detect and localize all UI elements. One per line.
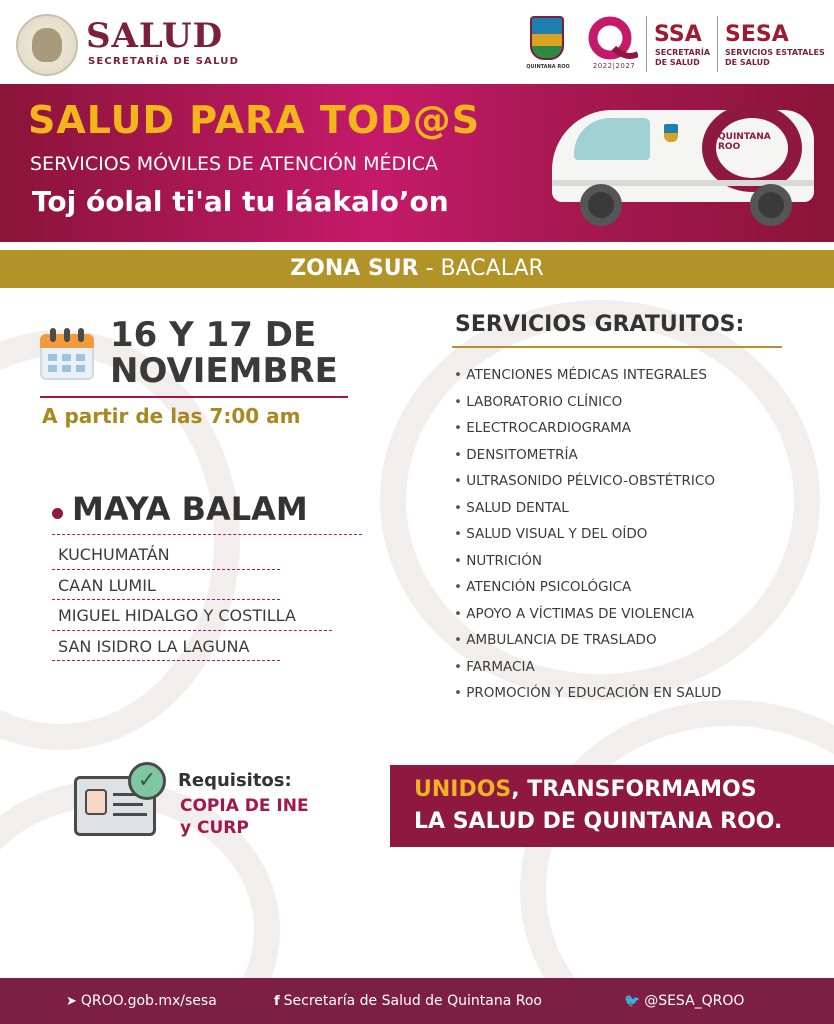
footer-website-text: QROO.gob.mx/sesa [80,993,217,1009]
facebook-icon: f [274,994,280,1009]
qroo-shield-label: QUINTANA ROO [526,64,570,70]
calendar-grid [40,348,94,380]
zone-bar [0,250,834,288]
requirement-item: y CURP [180,818,249,838]
service-item: • ATENCIÓN PSICOLÓGICA [454,574,814,601]
slogan-line2: LA SALUD DE QUINTANA ROO. [414,809,783,834]
service-item: • LABORATORIO CLÍNICO [454,389,814,416]
services-divider [452,346,782,348]
header-divider [717,16,718,72]
q-logo-icon [586,14,638,64]
location-main: MAYA BALAM [72,490,308,528]
sesa-subtitle-line: SERVICIOS ESTATALES [725,48,825,57]
van-wheel [750,184,792,226]
location-divider [52,534,362,535]
id-photo [85,789,107,815]
calendar-icon [40,328,94,380]
quintana-roo-shield-logo [530,16,564,60]
mexico-seal-logo [16,14,78,76]
hero-maya-phrase: Toj óolal ti'al tu láakalo’on [32,185,449,218]
services-list [454,362,814,707]
slogan-highlight: UNIDOS [414,777,512,802]
service-item: • ELECTROCARDIOGRAMA [454,415,814,442]
sesa-title: SESA [725,22,789,47]
van-logo-line: ROO [718,142,741,152]
community-item: SAN ISIDRO LA LAGUNA [58,633,368,664]
calendar-ring [50,328,56,342]
calendar-ring [64,328,70,342]
sesa-subtitle [725,48,825,68]
service-item: • DENSITOMETRÍA [454,442,814,469]
van-shield-icon [664,124,678,142]
zone-text [0,250,834,288]
event-date-line1: 16 Y 17 DE [110,315,317,355]
slogan-line1-rest: , TRANSFORMAMOS [511,777,757,802]
calendar-ring [78,328,84,342]
background-ornament [520,700,834,1024]
community-list [58,541,368,663]
service-item: • NUTRICIÓN [454,548,814,575]
ssa-subtitle [655,48,710,68]
zone-separator: - [418,256,441,281]
requirements-label: Requisitos: [178,770,292,791]
header-divider [646,16,647,72]
sesa-subtitle-line: DE SALUD [725,58,770,67]
service-item: • FARMACIA [454,654,814,681]
ssa-subtitle-line: DE SALUD [655,58,700,67]
id-line [113,803,143,806]
services-title: SERVICIOS GRATUITOS: [455,312,745,337]
checkmark-icon: ✓ [128,762,166,800]
zone-municipality: BACALAR [440,256,544,281]
service-item: • PROMOCIÓN Y EDUCACIÓN EN SALUD [454,680,814,707]
id-line [113,813,147,816]
van-wheel [580,184,622,226]
ambulance-van-illustration [552,102,814,226]
twitter-icon: 🐦 [624,994,641,1009]
ssa-subtitle-line: SECRETARÍA [655,48,711,57]
background-ornament [0,330,240,750]
service-item: • SALUD DENTAL [454,495,814,522]
event-date-line2: NOVIEMBRE [110,351,338,391]
requirement-item: COPIA DE INE [180,796,309,816]
footer-facebook-text: Secretaría de Salud de Quintana Roo [283,993,542,1009]
footer-twitter-text: @SESA_QROO [644,993,745,1009]
hero-title: SALUD PARA TOD@S [28,98,481,142]
eagle-icon [32,28,62,62]
slogan-line1 [414,777,757,802]
service-item: • ATENCIONES MÉDICAS INTEGRALES [454,362,814,389]
zone-region: ZONA SUR [290,256,419,281]
hero-subtitle: SERVICIOS MÓVILES DE ATENCIÓN MÉDICA [30,153,439,175]
community-item: CAAN LUMIL [58,572,368,603]
q-logo-label: 2022|2027 [592,62,636,70]
community-item: MIGUEL HIDALGO Y COSTILLA [58,602,368,633]
community-item: KUCHUMATÁN [58,541,368,572]
service-item: • AMBULANCIA DE TRASLADO [454,627,814,654]
date-divider [40,396,348,398]
slogan-banner [390,765,834,847]
service-item: • ULTRASONIDO PÉLVICO-OBSTÉTRICO [454,468,814,495]
van-logo-text [718,132,771,152]
footer-facebook-link[interactable] [274,978,542,1024]
hero-banner [0,84,834,242]
service-item: • SALUD VISUAL Y DEL OÍDO [454,521,814,548]
footer-bar [0,978,834,1024]
org-title: SALUD [86,16,224,56]
van-logo-line: QUINTANA [718,132,771,142]
location-bullet-icon [52,508,63,519]
service-item: • APOYO A VÍCTIMAS DE VIOLENCIA [454,601,814,628]
footer-twitter-link[interactable] [624,978,744,1024]
org-subtitle: SECRETARÍA DE SALUD [88,56,240,67]
cursor-arrow-icon: ➤ [66,994,77,1009]
footer-website-link[interactable] [66,978,217,1024]
ssa-title: SSA [654,22,702,47]
event-time: A partir de las 7:00 am [42,404,301,428]
